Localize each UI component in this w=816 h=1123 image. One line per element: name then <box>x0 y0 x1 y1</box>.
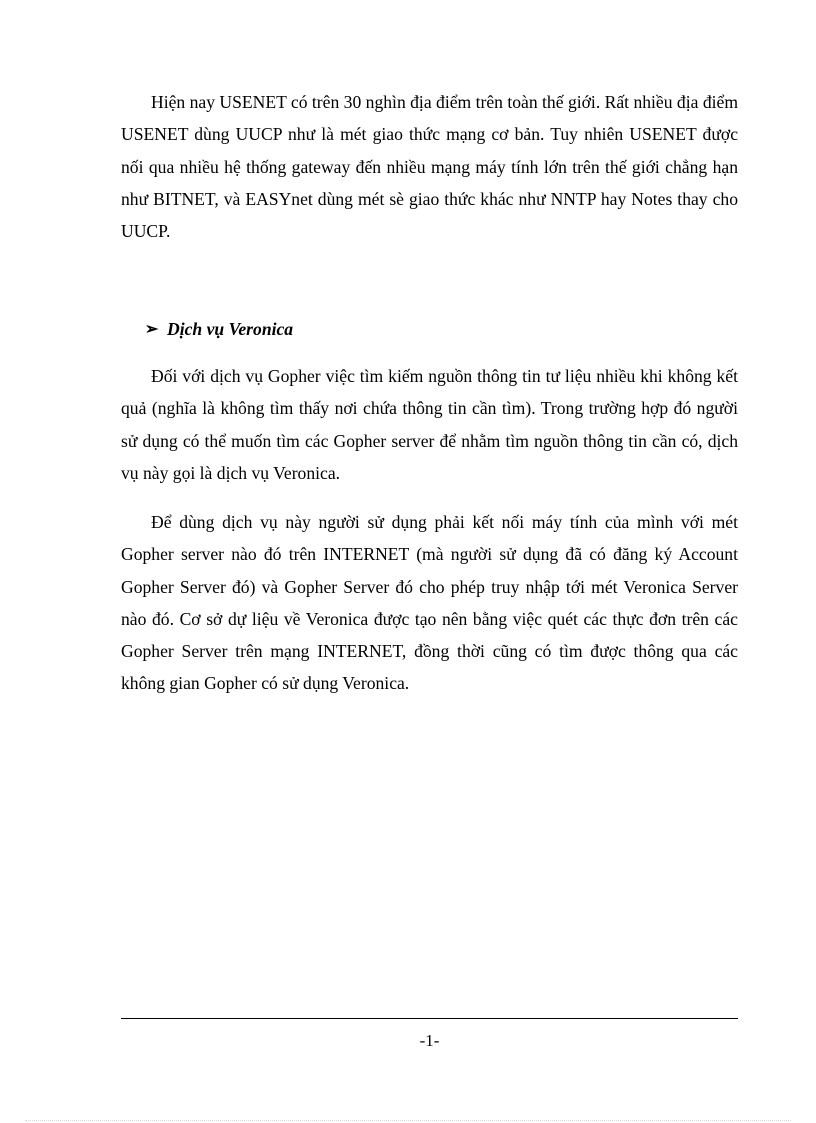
section-heading-veronica <box>145 315 293 343</box>
paragraph-veronica-usage: Để dùng dịch vụ này người sử dụng phải kết nối máy tính của mình với mét Gopher server nào đó trên INTERNET (mà người sử dụng đã có đăng ký Account Gopher Server đó) và Gopher Server đó cho phép truy nhập tới mét Veronica Server nào đó. Cơ sở dự liệu về Veronica được tạo nên bằng việc quét các thực đơn trên các Gopher Server trên mạng INTERNET, đồng thời cũng có tìm được thông qua các không gian Gopher có sử dụng Veronica. <box>121 512 738 694</box>
arrow-bullet-icon: ➢ <box>145 321 159 338</box>
page-number: -1- <box>419 1031 440 1050</box>
page-bottom-edge <box>25 1120 791 1121</box>
paragraph-usenet: Hiện nay USENET có trên 30 nghìn địa điểm trên toàn thế giới. Rất nhiều địa điểm USENET dùng UUCP như là mét giao thức mạng cơ bản. Tuy nhiên USENET được nối qua nhiều hệ thống gateway đến nhiều mạng máy tính lớn trên thế giới chẳng hạn như BITNET, và EASYnet dùng mét sè giao thức khác như NNTP hay Notes thay cho UUCP. <box>121 92 739 242</box>
footer-divider <box>121 1018 738 1019</box>
paragraph-gopher-search: Đối với dịch vụ Gopher việc tìm kiếm nguồn thông tin tư liệu nhiều khi không kết quả (nghĩa là không tìm thấy nơi chứa thông tin cần tìm). Trong trường hợp đó người sử dụng có thể muốn tìm các Gopher server để nhằm tìm nguồn thông tin cần có, dịch vụ này gọi là dịch vụ Veronica. <box>121 366 738 483</box>
section-heading-text: Dịch vụ Veronica <box>167 318 294 339</box>
